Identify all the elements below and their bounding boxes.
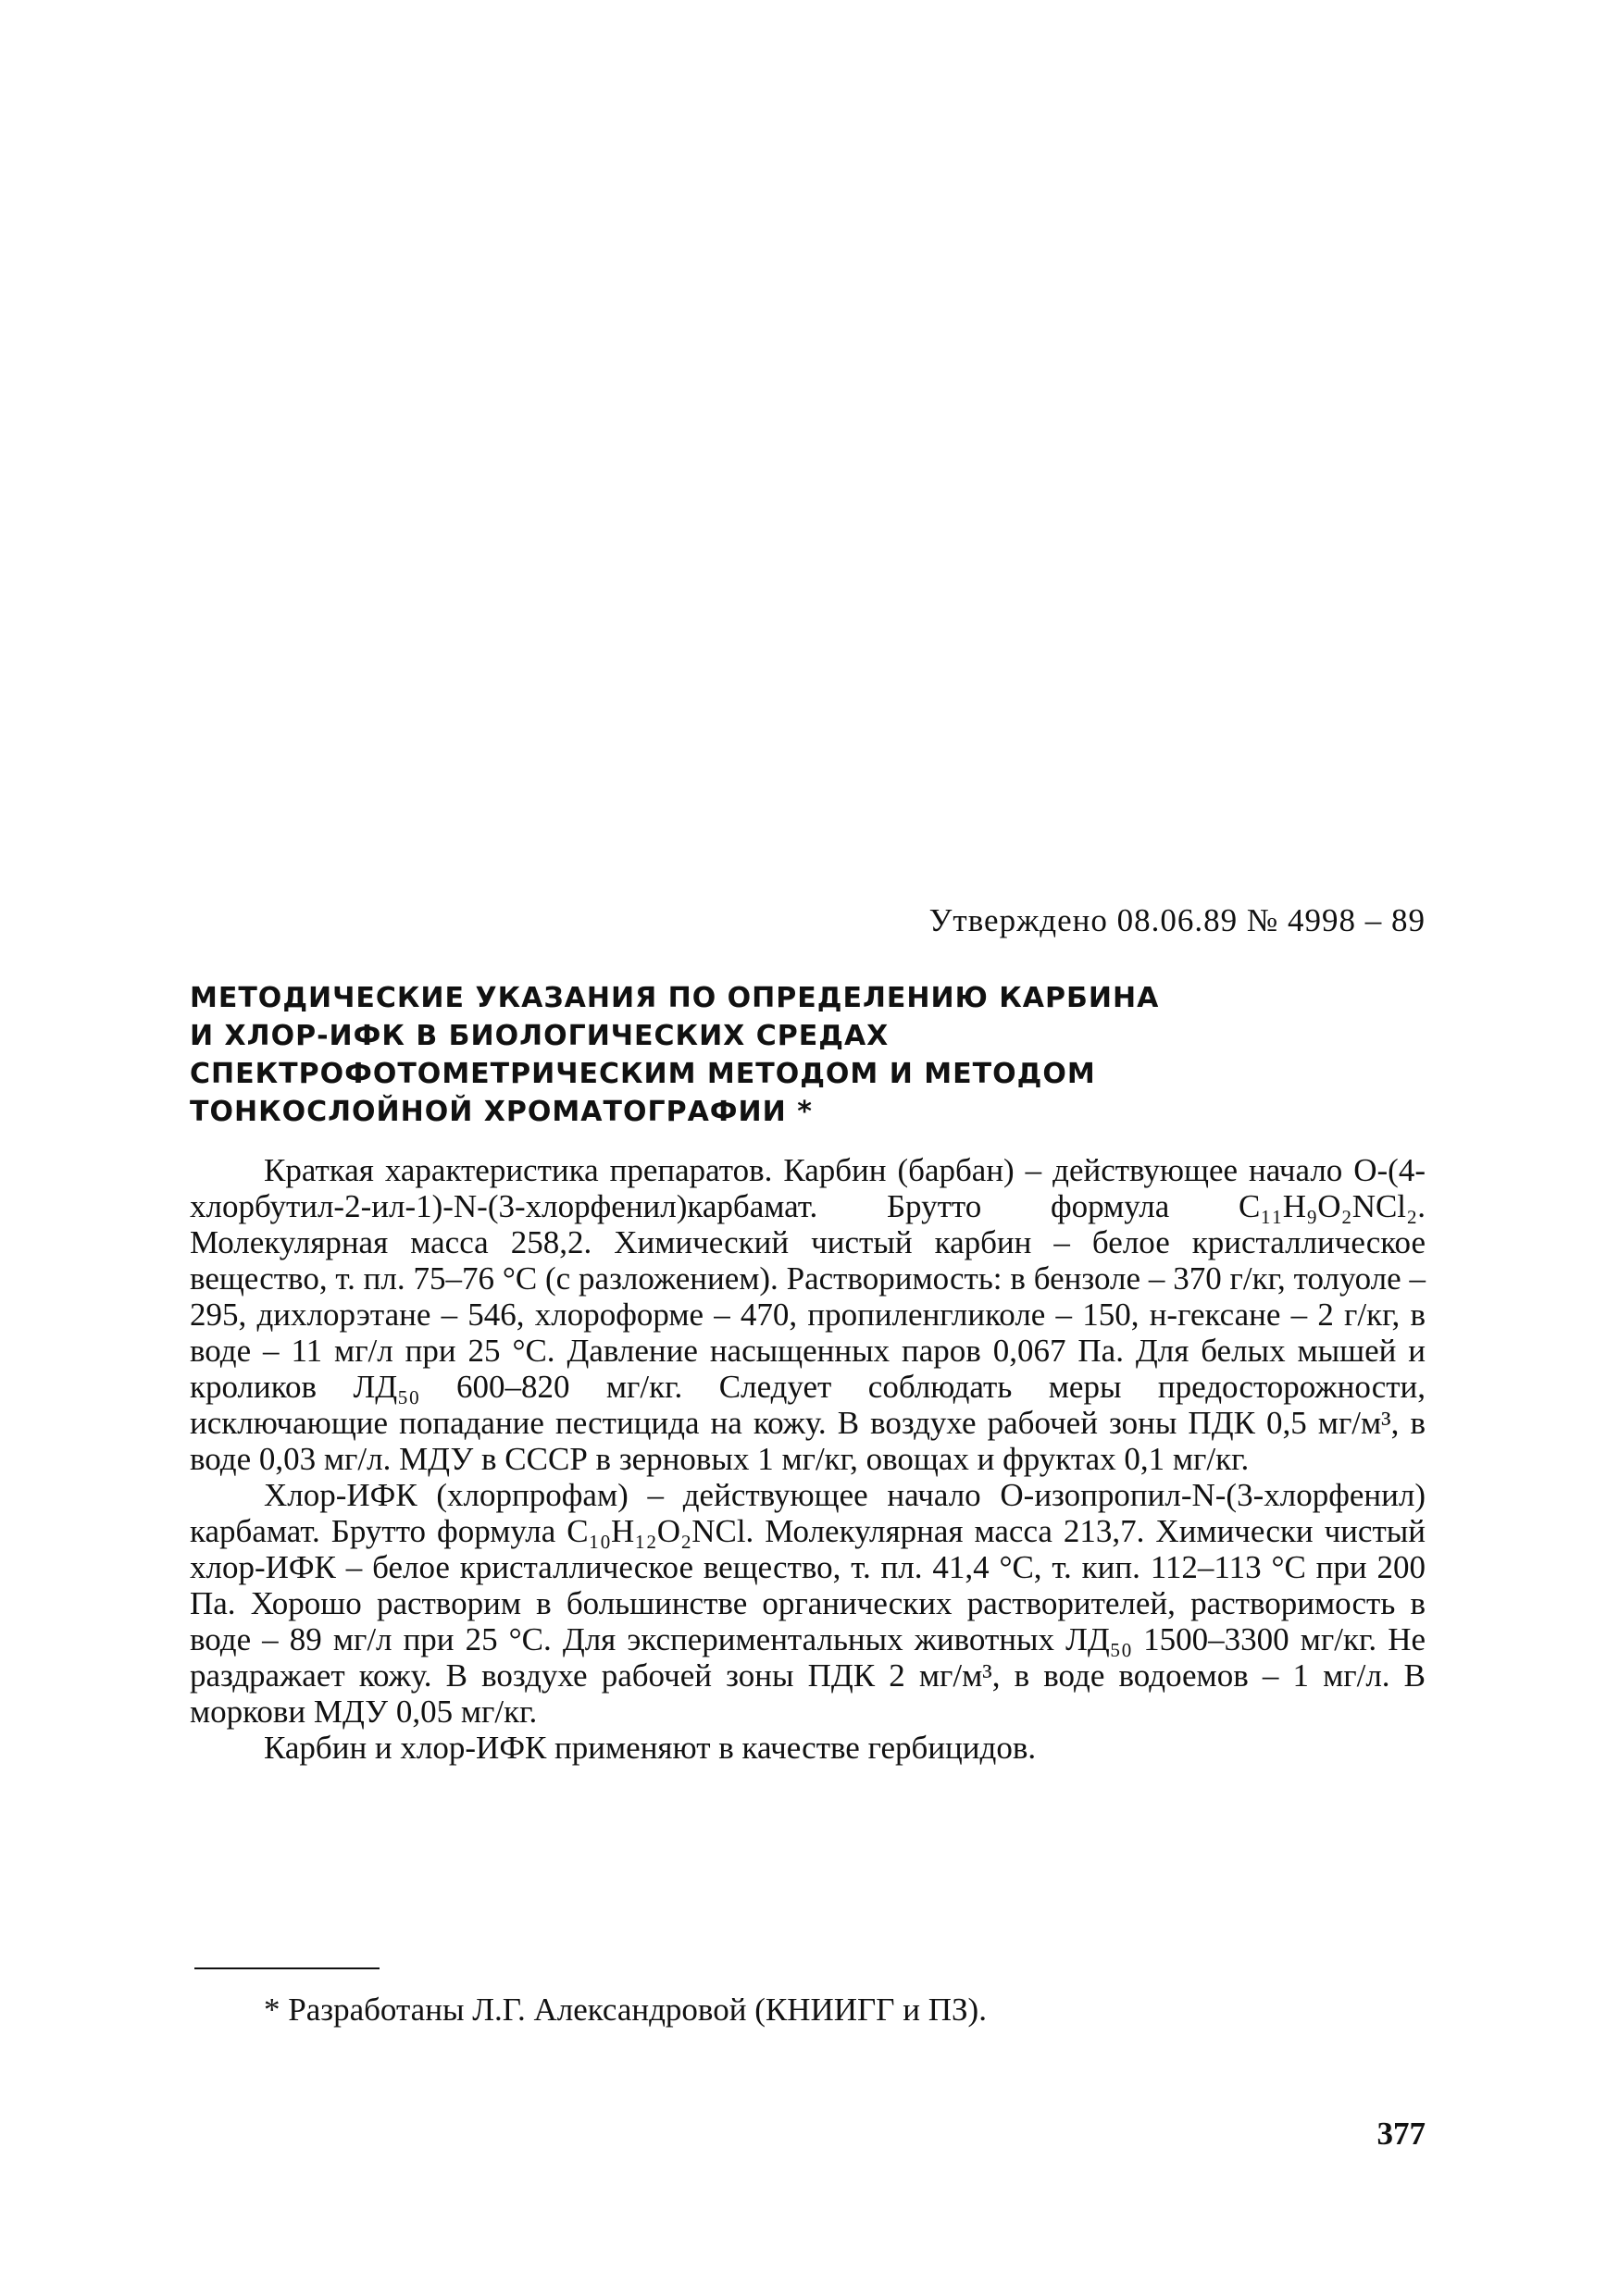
document-title [190, 979, 1160, 1131]
paragraph-usage: Карбин и хлор-ИФК применяют в качестве гербицидов. [264, 1730, 1037, 1766]
approval-line: Утверждено 08.06.89 № 4998 – 89 [928, 902, 1426, 938]
title-line: ТОНКОСЛОЙНОЙ ХРОМАТОГРАФИИ * [190, 1096, 813, 1128]
footnote-divider [194, 1967, 380, 1969]
title-line: И ХЛОР-ИФК В БИОЛОГИЧЕСКИХ СРЕДАХ [190, 1020, 890, 1052]
paragraph-karbin: Краткая характеристика препаратов. Карбин (барбан) – действующее начало О-(4-хлорбутил-2-ил-1)-N-(3-хлорфенил)карбамат. Брутто формула C₁₁H₉O₂NCl₂. Молекулярная масса 258,2. Химический чистый карбин – белое кристаллическое вещество, т. пл. 75–76 °С (с разложением). Растворимость: в бензоле – 370 г/кг, толуоле – 295, дихлорэтане – 546, хлороформе – 470, пропиленгликоле – 150, н-гексане – 2 г/кг, в воде – 11 мг/л при 25 °С. Давление насыщенных паров 0,067 Па. Для белых мышей и кроликов ЛД₅₀ 600–820 мг/кг. Следует соблюдать меры предосторожности, исключающие попадание пестицида на кожу. В воздухе рабочей зоны ПДК 0,5 мг/м³, в воде 0,03 мг/л. МДУ в СССР в зерновых 1 мг/кг, овощах и фруктах 0,1 мг/кг. [190, 1152, 1426, 1477]
title-line: СПЕКТРОФОТОМЕТРИЧЕСКИМ МЕТОДОМ И МЕТОДОМ [190, 1058, 1096, 1090]
paragraph-chlor-ifk: Хлор-ИФК (хлорпрофам) – действующее начало О-изопропил-N-(3-хлорфенил) карбамат. Брутто формула C₁₀H₁₂O₂NCl. Молекулярная масса 213,7. Химически чистый хлор-ИФК – белое кристаллическое вещество, т. пл. 41,4 °С, т. кип. 112–113 °С при 200 Па. Хорошо растворим в большинстве органических растворителей, растворимость в воде – 89 мг/л при 25 °С. Для экспериментальных животных ЛД₅₀ 1500–3300 мг/кг. Не раздражает кожу. В воздухе рабочей зоны ПДК 2 мг/м³, в воде водоемов – 1 мг/л. В моркови МДУ 0,05 мг/кг. [190, 1477, 1426, 1730]
footnote: * Разработаны Л.Г. Александровой (КНИИГГ и ПЗ). [264, 1992, 987, 2028]
title-line: МЕТОДИЧЕСКИЕ УКАЗАНИЯ ПО ОПРЕДЕЛЕНИЮ КАРБИНА [190, 982, 1160, 1014]
body-text [190, 1152, 1426, 1766]
page-number: 377 [1376, 2116, 1426, 2152]
